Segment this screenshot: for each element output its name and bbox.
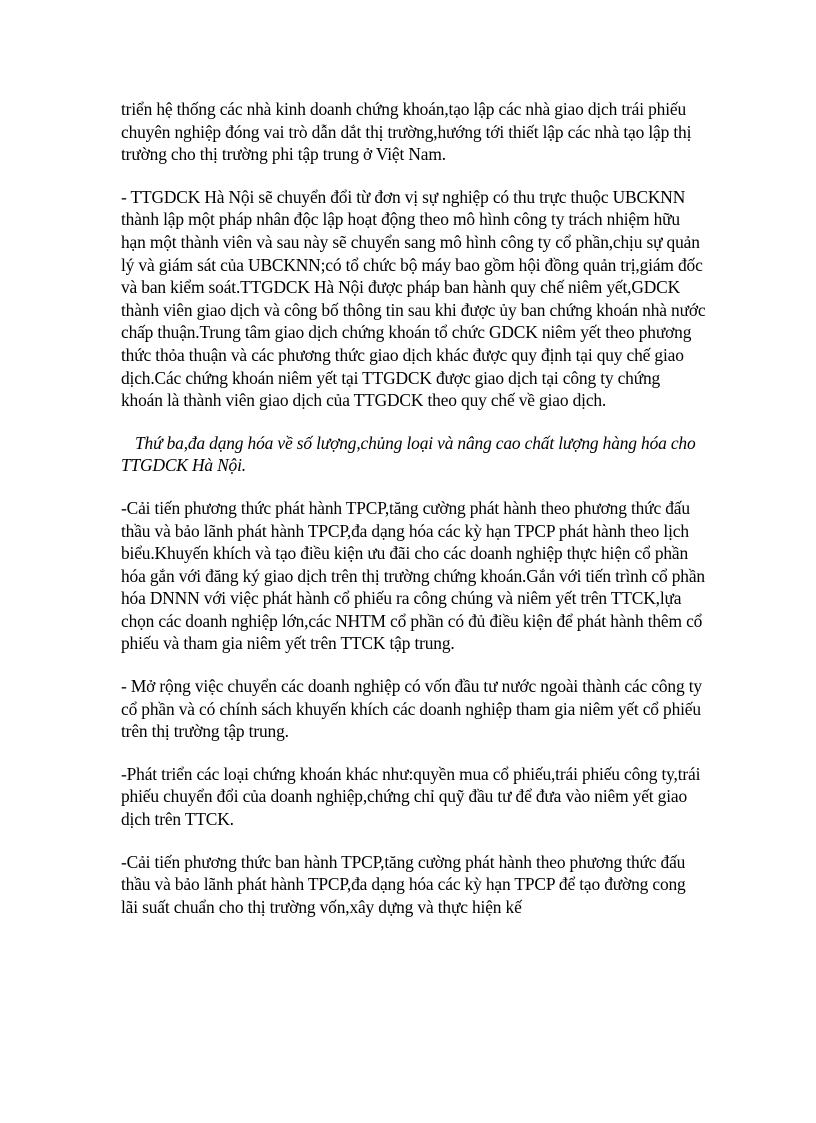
paragraph-bond-issuance-reform: -Cải tiến phương thức phát hành TPCP,tăng cường phát hành theo phương thức đấu thầu và bảo lãnh phát hành TPCP,đa dạng hóa các kỳ hạn TPCP phát hành theo lịch biểu.Khuyến khích và tạo điều kiện ưu đãi cho các doanh nghiệp thực hiện cổ phần hóa gắn với đăng ký giao dịch trên thị trường chứng khoán.Gắn với tiến trình cổ phần hóa DNNN với việc phát hành cổ phiếu ra công chúng và niêm yết trên TTCK,lựa chọn các doanh nghiệp lớn,các NHTM cổ phần có đủ điều kiện để phát hành thêm cổ phiếu và tham gia niêm yết trên TTCK tập trung.	[121, 497, 705, 654]
paragraph-other-securities: -Phát triển các loại chứng khoán khác như:quyền mua cổ phiếu,trái phiếu công ty,trái phiếu chuyển đổi của doanh nghiệp,chứng chỉ quỹ đầu tư để đưa vào niêm yết giao dịch trên TTCK.	[121, 763, 701, 830]
document-body	[121, 98, 706, 938]
paragraph-ttgdck-transformation: - TTGDCK Hà Nội sẽ chuyển đổi từ đơn vị sự nghiệp có thu trực thuộc UBCKNN thành lập một pháp nhân độc lập hoạt động theo mô hình công ty trách nhiệm hữu hạn một thành viên và sau này sẽ chuyển sang mô hình công ty cổ phần,chịu sự quản lý và giám sát của UBCKNN;có tổ chức bộ máy bao gồm hội đồng quản trị,giám đốc và ban kiểm soát.TTGDCK Hà Nội được pháp ban hành quy chế niêm yết,GDCK thành viên giao dịch và công bố thông tin sau khi được ủy ban chứng khoán nhà nước chấp thuận.Trung tâm giao dịch chứng khoán tổ chức GDCK niêm yết theo phương thức thỏa thuận và các phương thức giao dịch khác được quy định tại quy chế giao dịch.Các chứng khoán niêm yết tại TTGDCK được giao dịch tại công ty chứng khoán là thành viên giao dịch của TTGDCK theo quy chế về giao dịch.	[121, 186, 706, 411]
paragraph-bond-yield-curve: -Cải tiến phương thức ban hành TPCP,tăng cường phát hành theo phương thức đấu thầu và bảo lãnh phát hành TPCP,đa dạng hóa các kỳ hạn TPCP để tạo đường cong lãi suất chuẩn cho thị trường vốn,xây dựng và thực hiện kế	[121, 851, 686, 917]
paragraph-fdi-enterprises: - Mở rộng việc chuyển các doanh nghiệp có vốn đầu tư nước ngoài thành các công ty cổ phần và có chính sách khuyến khích các doanh nghiệp tham gia niêm yết cổ phiếu trên thị trường tập trung.	[121, 676, 702, 742]
paragraph-intro-continuation: triển hệ thống các nhà kinh doanh chứng khoán,tạo lập các nhà giao dịch trái phiếu chuyên nghiệp đóng vai trò dẫn dắt thị trường,hướng tới thiết lập các nhà tạo lập thị trường cho thị trường phi tập trung ở Việt Nam.	[121, 99, 692, 165]
section-heading-third: Thứ ba,đa dạng hóa về số lượng,chủng loại và nâng cao chất lượng hàng hóa cho TTGDCK Hà Nội.	[121, 432, 696, 476]
